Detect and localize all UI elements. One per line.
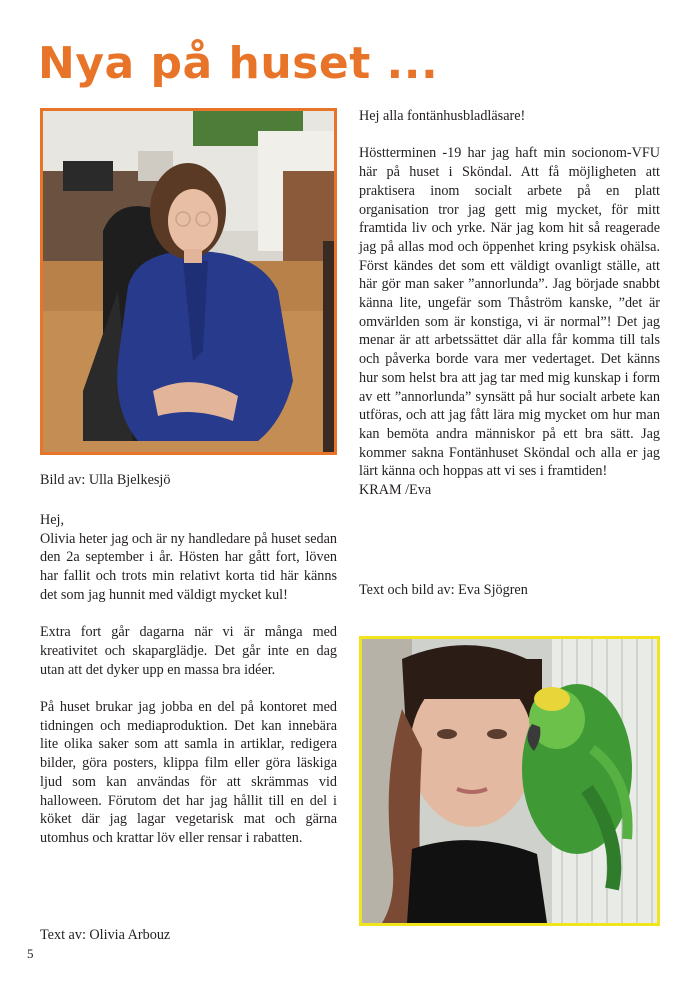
paragraph-spacer <box>40 605 337 624</box>
photo-caption-olivia: Bild av: Ulla Bjelkesjö <box>40 472 171 488</box>
portrait-photo-eva <box>359 636 660 926</box>
page-title: Nya på huset ... <box>38 38 439 89</box>
greeting-olivia: Hej, <box>40 512 65 528</box>
page-number: 5 <box>27 946 34 961</box>
portrait-photo-olivia <box>40 108 337 455</box>
portrait-photo-eva-image <box>362 639 657 923</box>
author-eva: Text och bild av: Eva Sjögren <box>359 582 528 598</box>
article-eva <box>359 107 660 500</box>
paragraph-eva-1: Höstterminen -19 har jag haft min socionom-VFU här på huset i Sköndal. Att få möjligheten att praktisera inom socialt arbete på en platt organisation tror jag gett mig mycket, för mitt framtida liv och yrke. När jag kom hit så reagerade jag på allas mod och öppenhet kring psykisk ohälsa. Först kändes det som ett väldigt ovanligt ställe, att här gör man saker ”annorlunda”. Jag började snabbt känna lite, ungefär som Thåström kanske, ”det är omvärlden som är konstiga, vi är normal”! Det jag menar är att arbetssättet där alla får komma till tals och påverka borde vara mer vedertaget. Det känns hur som helst bra att jag tar med mig kunskap i form av ett ”annorlunda” synsätt på hur socialt arbete kan utföras, och att jag fått lära mig mycket om hur man kan bemöta andra människor på ett bra sätt. Jag kommer sakna Fontänhuset Sköndal och alla er jag lärt känna och hoppas att vi ses i framtiden! <box>359 145 660 480</box>
paragraph-olivia-2: Extra fort går dagarna när vi är många med kreativitet och skaparglädje. Det går inte en dag utan att det dyker upp en massa bra idéer. <box>40 624 337 678</box>
greeting-eva: Hej alla fontänhusbladläsare! <box>359 108 526 124</box>
sign-off-eva: KRAM /Eva <box>359 482 432 499</box>
paragraph-olivia-1: Olivia heter jag och är ny handledare på huset sedan den 2a september i år. Hösten har gått fort, löven har fallit och trots min relativt korta tid här känns det som jag hunnit med väldigt mycket kul! <box>40 530 337 603</box>
author-olivia: Text av: Olivia Arbouz <box>40 927 171 943</box>
paragraph-olivia-3: På huset brukar jag jobba en del på kontoret med tidningen och mediaproduktion. Det kan innebära lite olika saker som att samla in artiklar, redigera bilder, göra posters, klippa film eller göra läskiga ljud som kan användas för att skrämmas vid halloween. Förutom det har jag hållit till en del i köket där jag lagar vegetarisk mat och gärna utomhus och krattar löv eller rensar i rabatten. <box>40 699 337 846</box>
portrait-photo-olivia-image <box>43 111 334 452</box>
paragraph-spacer <box>359 126 660 145</box>
paragraph-spacer <box>40 679 337 698</box>
article-olivia <box>40 511 337 848</box>
